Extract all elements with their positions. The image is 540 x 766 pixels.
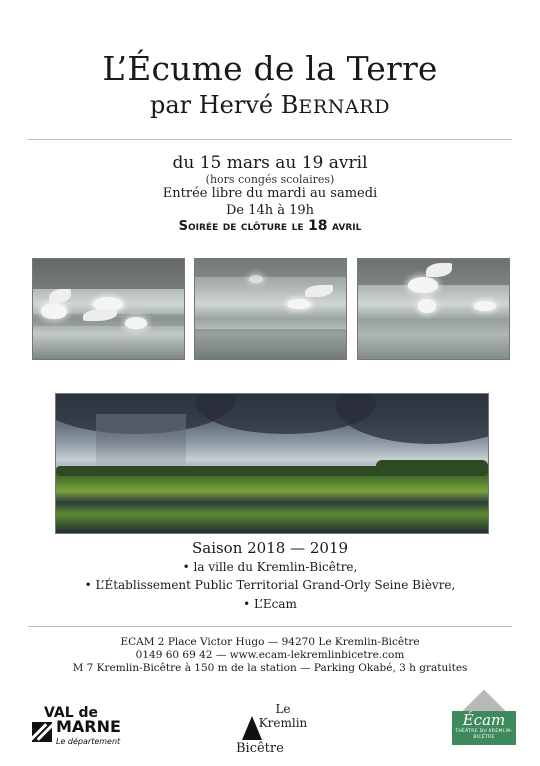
address-line: ECAM 2 Place Victor Hugo — 94270 Le Kremlin-Bicêtre bbox=[120, 636, 420, 648]
byline-initial: B bbox=[280, 91, 299, 119]
kremlin-bicetre-logo bbox=[226, 702, 316, 758]
vdm-line2: MARNE bbox=[56, 717, 121, 736]
byline-prefix: par Hervé bbox=[149, 91, 281, 119]
poster-byline bbox=[0, 90, 540, 122]
ecam-tagline: THÉÂTRE DU KREMLIN-BICÊTRE bbox=[455, 729, 513, 740]
byline-rest: ERNARD bbox=[298, 96, 391, 118]
gull-photo-2 bbox=[194, 258, 347, 360]
entry-info: Entrée libre du mardi au samedi bbox=[162, 186, 378, 201]
vdm-subtitle: Le département bbox=[56, 737, 121, 746]
opening-hours: De 14h à 19h bbox=[225, 203, 315, 218]
partner-item: • la ville du Kremlin-Bicêtre, bbox=[182, 560, 358, 574]
kb-bottom-text: Bicêtre bbox=[236, 741, 284, 756]
gull-photo-1 bbox=[32, 258, 185, 360]
val-de-marne-logo bbox=[32, 706, 122, 752]
kb-tower-icon bbox=[242, 716, 262, 740]
partner-item: • L’Établissement Public Territorial Grand-Orly Seine Bièvre, bbox=[84, 578, 456, 592]
bottom-divider bbox=[28, 626, 512, 627]
closing-day: 18 bbox=[308, 218, 328, 234]
ecam-name: Écam bbox=[462, 711, 506, 729]
vdm-line1: VAL de bbox=[44, 705, 99, 721]
partner-item: • L’Ecam bbox=[243, 597, 297, 611]
closing-night bbox=[0, 218, 540, 235]
ecam-logo bbox=[452, 697, 516, 749]
closing-suffix: avril bbox=[327, 219, 362, 234]
vdm-mark-icon bbox=[32, 722, 52, 742]
transport-line: M 7 Kremlin-Bicêtre à 150 m de la station — Parking Okabé, 3 h gratuites bbox=[72, 662, 468, 674]
poster-title: L’Écume de la Terre bbox=[102, 49, 438, 88]
date-note: (hors congés scolaires) bbox=[205, 173, 335, 186]
season-title: Saison 2018 — 2019 bbox=[191, 539, 349, 557]
contact-line: 0149 60 69 42 — www.ecam-lekremlinbicetre.com bbox=[135, 649, 405, 661]
top-divider bbox=[28, 139, 512, 140]
date-range: du 15 mars au 19 avril bbox=[172, 153, 368, 173]
gull-photo-3 bbox=[357, 258, 510, 360]
kb-top-text: Le Kremlin bbox=[258, 702, 308, 730]
ecam-box bbox=[452, 711, 516, 745]
landscape-photo bbox=[55, 393, 489, 534]
closing-prefix: Soirée de clôture le bbox=[178, 219, 309, 234]
